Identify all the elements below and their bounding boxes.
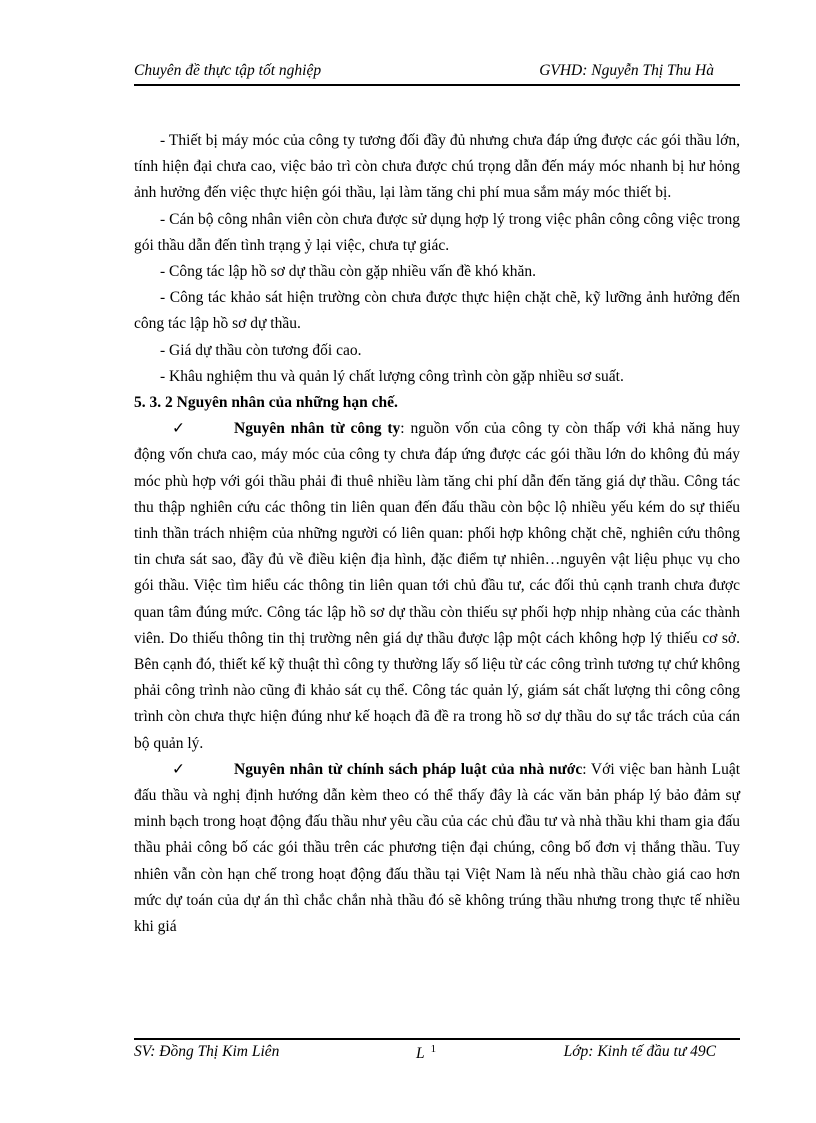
paragraph-site-survey: - Công tác khảo sát hiện trường còn chưa được thực hiện chặt chẽ, kỹ lưỡng ảnh hưởng đến công tác lập hồ sơ dự thầu. — [134, 289, 740, 333]
checkmark-icon: ✓ — [172, 420, 185, 438]
header-supervisor: GVHD: Nguyễn Thị Thu Hà — [539, 62, 714, 79]
page-number: 1 — [430, 1043, 437, 1055]
paragraph-quality: - Khâu nghiệm thu và quản lý chất lượng công trình còn gặp nhiều sơ suất. — [160, 367, 624, 385]
footer-class: Lớp: Kinh tế đầu tư 49C — [563, 1043, 716, 1060]
footer-page — [416, 1043, 436, 1063]
footer-divider — [134, 1038, 740, 1040]
cause-policy-text: : Với việc ban hành Luật đấu thầu và nghị định hướng dẫn kèm theo có thể thấy đây là các văn bản pháp lý bảo đảm sự minh bạch trong hoạt động đấu thầu như yêu cầu của các chủ đầu tư và nhà thầu khi tham gia đấu thầu phải công bố các gói thầu trên các phương tiện đại chúng, công bố đơn vị thắng thầu. Tuy nhiên vẫn còn hạn chế trong hoạt động đấu thầu tại Việt Nam là nếu nhà thầu chào giá cao hơn mức dự toán của dự án thì chắc chắn nhà thầu đó sẽ không trúng thầu nhưng trong thực tế nhiều khi giá — [134, 760, 741, 936]
document-body — [134, 128, 740, 940]
page-footer — [134, 1043, 740, 1065]
cause-policy-title: Nguyên nhân từ chính sách pháp luật của nhà nước — [234, 760, 583, 778]
section-heading: 5. 3. 2 Nguyên nhân của những hạn chế. — [134, 394, 398, 412]
footer-student: SV: Đồng Thị Kim Liên — [134, 1043, 280, 1060]
page-header — [134, 58, 740, 86]
paragraph-equipment: - Thiết bị máy móc của công ty tương đối đầy đủ nhưng chưa đáp ứng được các gói thầu lớn, tính hiện đại chưa cao, việc bảo trì còn chưa được chú trọng dẫn đến máy móc nhanh bị hư hỏng ảnh hưởng đến việc thực hiện gói thầu, lại làm tăng chi phí mua sắm máy móc thiết bị. — [134, 132, 740, 202]
paragraph-bid-price: - Giá dự thầu còn tương đối cao. — [160, 341, 362, 359]
cause-company-text: : nguồn vốn của công ty còn thấp với khả năng huy động vốn chưa cao, máy móc của công ty chưa đáp ứng được các gói thầu lớn do không đủ máy móc phù hợp với gói thầu phải đi thuê nhiều làm tăng chi phí dẫn đến tăng giá dự thầu. Công tác thu thập nghiên cứu các thông tin liên quan đến đấu thầu còn bộc lộ nhiều yếu kém do sự thiếu tinh thần trách nhiệm của những người có liên quan: phối hợp không chặt chẽ, nghiên cứu thông tin chưa sát sao, đầy đủ về điều kiện địa hình, đặc điểm tự nhiên…nguyên vật liệu phục vụ cho gói thầu. Việc tìm hiểu các thông tin liên quan tới chủ đầu tư, các đối thủ cạnh tranh chưa được quan tâm đúng mức. Công tác lập hồ sơ dự thầu còn thiếu sự phối hợp nhịp nhàng của các thành viên. Do thiếu thông tin thị trường nên giá dự thầu được lập một cách không hợp lý thiếu cơ sở. Bên cạnh đó, thiết kế kỹ thuật thì công ty thường lấy số liệu từ các công trình tương tự chứ không phải công trình nào cũng đi khảo sát cụ thể. Công tác quản lý, giám sát chất lượng thi công công trình còn chưa thực hiện đúng như kế hoạch đã đề ra trong hồ sơ dự thầu do sự tắc trách của cán bộ quản lý. — [134, 420, 740, 752]
paragraph-staff: - Cán bộ công nhân viên còn chưa được sử dụng hợp lý trong việc phân công công việc trong gói thầu dẫn đến tình trạng ỷ lại việc, chưa tự giác. — [134, 210, 740, 254]
paragraph-bid-docs: - Công tác lập hồ sơ dự thầu còn gặp nhiều vấn đề khó khăn. — [160, 263, 537, 281]
cause-company-title: Nguyên nhân từ công ty — [234, 420, 401, 438]
paragraph-cause-policy — [134, 757, 740, 940]
checkmark-icon: ✓ — [172, 760, 185, 778]
header-report-title: Chuyên đề thực tập tốt nghiệp — [134, 62, 322, 79]
paragraph-cause-company — [134, 416, 740, 757]
footer-page-letter: L — [416, 1045, 425, 1063]
